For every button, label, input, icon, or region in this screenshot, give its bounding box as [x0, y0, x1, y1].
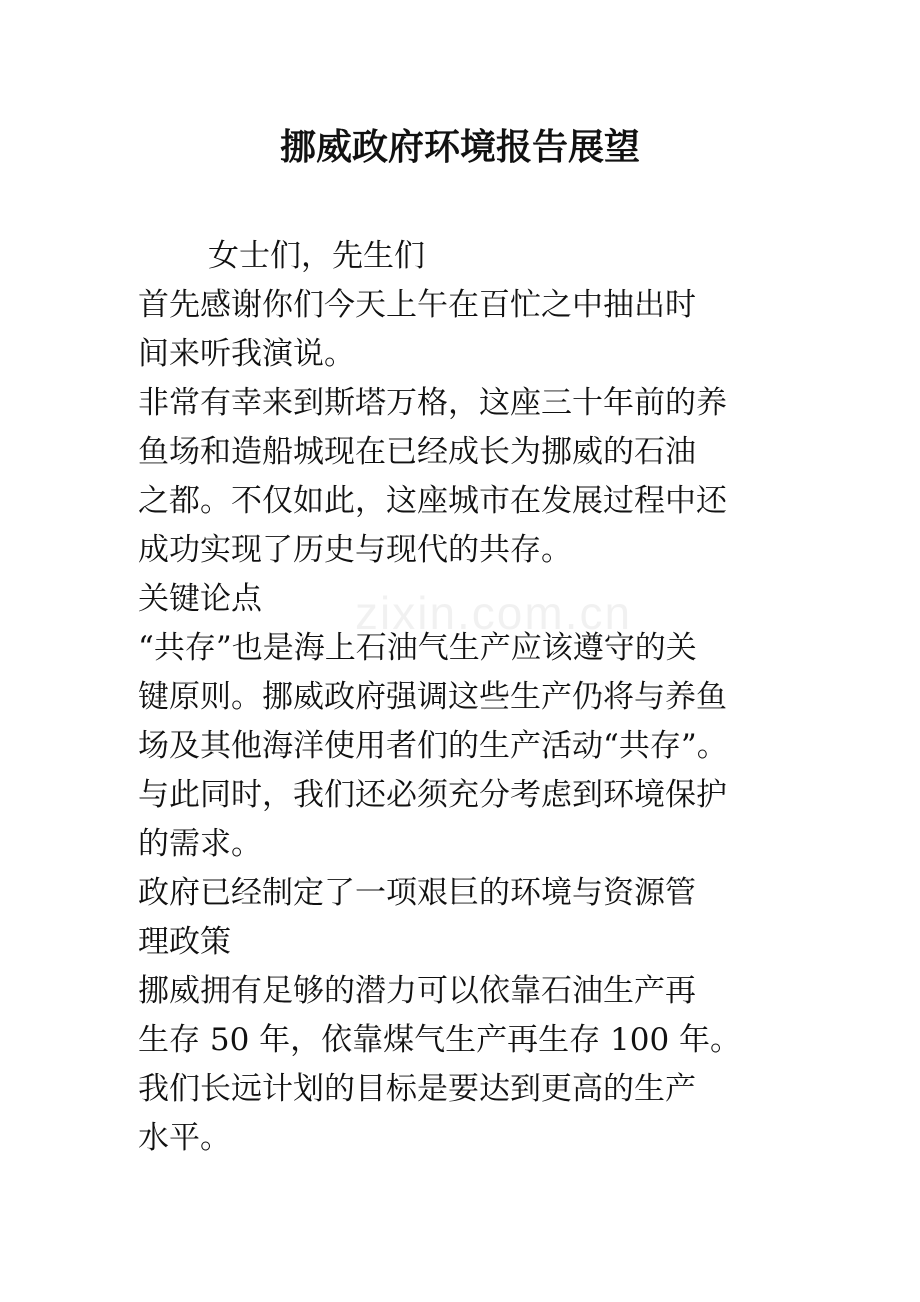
paragraph-line: 之都。不仅如此，这座城市在发展过程中还 [138, 483, 727, 519]
paragraph-line: 间来听我演说。 [138, 336, 355, 372]
paragraph-line: 成功实现了历史与现代的共存。 [138, 532, 572, 568]
document-body [138, 232, 788, 1163]
paragraph-line: 政府已经制定了一项艰巨的环境与资源管 [138, 875, 696, 911]
watermark: zixin.com.cn [355, 587, 633, 639]
paragraph-line: 的需求。 [138, 826, 262, 862]
paragraph-line: 水平。 [138, 1120, 231, 1156]
paragraph-line: 键原则。挪威政府强调这些生产仍将与养鱼 [138, 679, 727, 715]
paragraph-line: “共存”也是海上石油气生产应该遵守的关 [138, 630, 697, 666]
section-heading: 关键论点 [138, 581, 262, 617]
paragraph-line: 非常有幸来到斯塔万格，这座三十年前的养 [138, 385, 727, 421]
paragraph-line: 鱼场和造船城现在已经成长为挪威的石油 [138, 434, 696, 470]
paragraph-line: 生存 50 年，依靠煤气生产再生存 100 年。 [138, 1022, 742, 1058]
greeting-line: 女士们，先生们 [208, 238, 425, 274]
paragraph-line: 我们长远计划的目标是要达到更高的生产 [138, 1071, 696, 1107]
document-title: 挪威政府环境报告展望 [279, 126, 640, 168]
paragraph-line: 理政策 [138, 924, 231, 960]
paragraph-line: 与此同时，我们还必须充分考虑到环境保护 [138, 777, 727, 813]
paragraph-line: 首先感谢你们今天上午在百忙之中抽出时 [138, 287, 696, 323]
paragraph-line: 场及其他海洋使用者们的生产活动“共存”。 [138, 728, 728, 764]
paragraph-line: 挪威拥有足够的潜力可以依靠石油生产再 [138, 973, 696, 1009]
